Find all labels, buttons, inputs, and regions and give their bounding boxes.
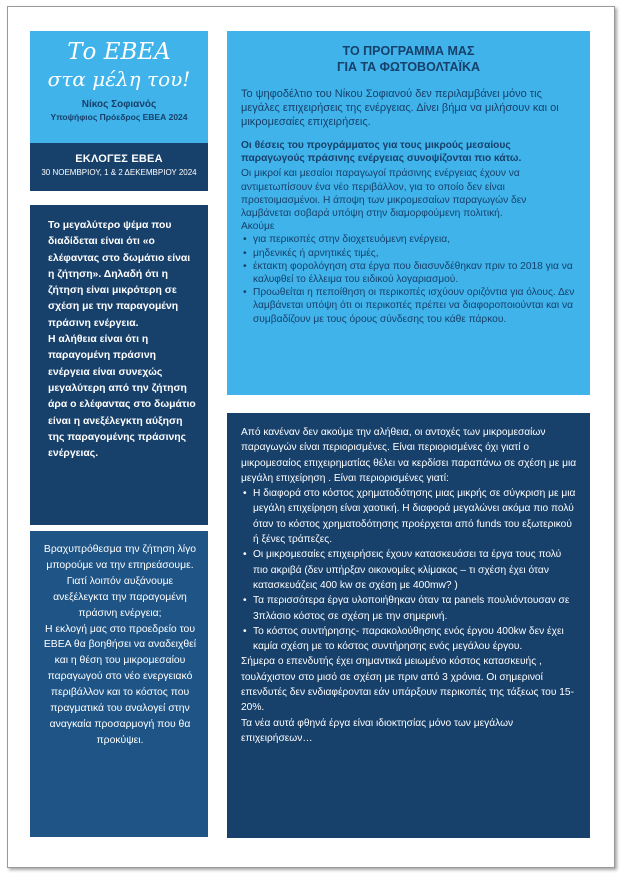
list-item: • Η διαφορά στο κόστος χρηματοδότησης μιας μικρής σε σύγκριση με μια μεγάλη επιχείρηση είναι χαοτική. Η διαφορά μεγαλώνει ακόμα πιο πολύ όταν το κόστος χρηματοδότησης προέρχεται από funds του εξωτερικού ή ξένες τράπεζες. <box>253 486 578 547</box>
list-item: • Τα περισσότερα έργα υλοποιήθηκαν όταν τα panels πουλιόντουσαν σε 3πλάσιο κόστος σε σχέση με την σημερινή. <box>253 593 578 624</box>
limitations-intro: Από κανέναν δεν ακούμε την αλήθεια, οι αντοχές των μικρομεσαίων παραγωγών είναι περιορισμένες. Είναι περιορισμένες όχι γιατί ο μικρομεσαίος επιχειρηματίας θέλει να κερδίσει παραπάνω σε σχέση με μια μεγάλη επιχείρηση . Είναι περιορισμένες γιατί: <box>241 427 577 484</box>
list-item: • μηδενικές ή αρνητικές τιμές, <box>253 247 576 260</box>
list-item: • Προωθείται η πεποίθηση οι περικοπές ισχύουν οριζόντια για όλους. Δεν λαμβάνεται υπόψη ότι οι περικοπές πρέπει να διαφοροποιούνται και να συμβαδίζουν με τους όρους σύνδεσης του κάθε πάρκου. <box>253 286 576 326</box>
program-heading: Οι θέσεις του προγράμματος για τους μικρούς μεσαίους παραγωγούς πράσινης ενέργειας συνοψίζονται πιο κάτω. <box>241 140 522 165</box>
list-item: • έκτακτη φορολόγηση στα έργα που διασυνδέθηκαν πριν το 2018 για να καλυφθεί το έλλειμα του ειδικού λογαριασμού. <box>253 260 576 286</box>
candidate-role: Υποψήφιος Πρόεδρος ΕΒΕΑ 2024 <box>50 112 188 122</box>
elephant-text-box <box>30 205 208 525</box>
elephant-paragraph-2: Η αλήθεια είναι ότι η παραγομένη πράσινη ενέργεια είναι συνεχώς μεγαλύτερη από την ζήτηση άρα ο ελέφαντας στο δωμάτιο είναι η ανεξέλεγκτη αύξηση της παραγομένης πράσινης ενέργειας. <box>48 334 196 460</box>
program-box <box>227 31 590 395</box>
campaign-header <box>30 31 208 143</box>
election-title: ΕΚΛΟΓΕΣ ΕΒΕΑ <box>75 153 163 165</box>
limitations-closing-2: Τα νέα αυτά φθηνά έργα είναι ιδιοκτησίας μόνο των μεγάλων επιχειρήσεων… <box>241 717 514 744</box>
slogan-line-2: στα μέλη του! <box>47 67 191 91</box>
limitations-bullet-list <box>241 486 578 654</box>
list-item: • για περικοπές στην διοχετευόμενη ενέργεια, <box>253 233 576 246</box>
program-title-line-1: ΤΟ ΠΡΟΓΡΑΜΜΑ ΜΑΣ <box>342 44 475 58</box>
limitations-closing-1: Σήμερα ο επενδυτής έχει σημαντικά μειωμένο κόστος κατασκευής , τουλάχιστον στο μισό σε σχέση με πριν από 3 χρόνια. Οι σημερινοί επενδυτές δεν ενδιαφέρονται εάν υπάρξουν περικοπές της τάξεως του 15-20%. <box>241 656 574 714</box>
limitations-box <box>227 413 590 838</box>
demand-paragraph-2: Η εκλογή μας στο προεδρείο του ΕΒΕΑ θα βοηθήσει να αναδειχθεί και η θέση του μικρομεσαίου παραγωγού στο νέο ενεργειακό περιβάλλον και το κόστος που πραγματικά του αναλογεί στην αναγκαία προσαρμογή που θα προκύψει. <box>43 623 197 746</box>
program-title <box>241 43 576 75</box>
demand-paragraph-1: Βραχυπρόθεσμα την ζήτηση λίγο μπορούμε να την επηρεάσουμε. Γιατί λοιπόν αυξάνουμε ανεξέλεγκτα την παραγομένη πράσινη ενέργεια; <box>43 544 197 619</box>
election-banner <box>30 143 208 191</box>
program-bullet-list <box>241 233 576 325</box>
demand-text-box <box>30 531 208 837</box>
election-dates: 30 ΝΟΕΜΒΡΙΟΥ, 1 & 2 ΔΕΚΕΜΒΡΙΟΥ 2024 <box>41 168 197 177</box>
program-bullets-label: Ακούμε <box>241 221 275 233</box>
slogan-line-1: Το ΕΒΕΑ <box>67 39 171 65</box>
program-intro: Το ψηφοδέλτιο του Νίκου Σοφιανού δεν περιλαμβάνει μόνο τις μεγάλες επιχειρήσεις της ενέργειας. Δίνει βήμα να μιλήσουν και οι μικρομεσαίες επιχειρήσεις. <box>241 88 559 128</box>
program-body: Οι μικροί και μεσαίοι παραγωγοί πράσινης ενέργειας έχουν να αντιμετωπίσουν ένα νέο περιβάλλον, για το οποίο δεν είναι προετοιμασμένοι. Η άποψη των μικρομεσαίων παραγωγών δεν λαμβάνεται σοβαρά υπόψη στην διαμορφούμενη πολιτική. <box>241 168 527 220</box>
program-title-line-2: ΓΙΑ ΤΑ ΦΩΤΟΒΟΛΤΑΪΚΑ <box>336 60 481 74</box>
list-item: • Το κόστος συντήρησης- παρακολούθησης ενός έργου 400kw δεν έχει καμία σχέση με το κόστος συντήρησης ενός μεγάλου έργου. <box>253 624 578 655</box>
list-item: • Οι μικρομεσαίες επιχειρήσεις έχουν κατασκευάσει τα έργα τους πολύ πιο ακριβά (δεν υπήρξαν οικονομίες κλίμακος – τι σχέση έχει όταν κατασκευάζεις 400 kw σε σχέση με 400mw? ) <box>253 547 578 593</box>
elephant-paragraph-1: Το μεγαλύτερο ψέμα που διαδίδεται είναι ότι «ο ελέφαντας στο δωμάτιο είναι η ζήτηση». Δηλαδή ότι η ζήτηση είναι μικρότερη σε σχέση με την παραγομένη πράσινη ενέργεια. <box>48 220 191 329</box>
candidate-name: Νίκος Σοφιανός <box>81 99 157 110</box>
